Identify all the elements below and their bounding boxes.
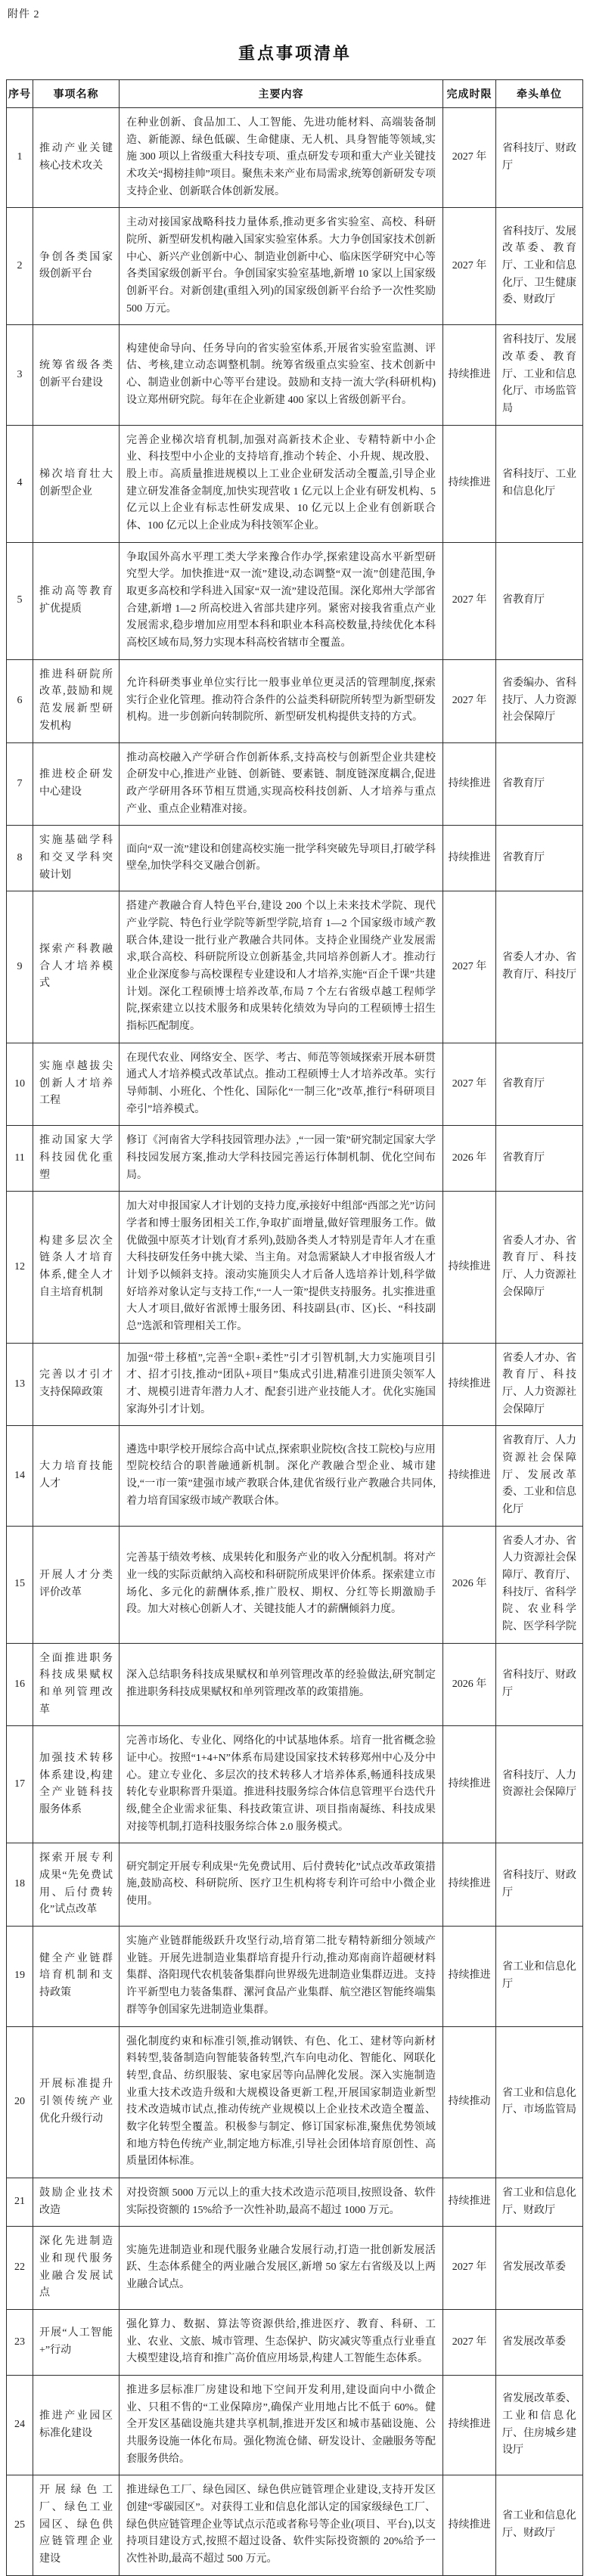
item-name-cell: 争创各类国家级创新平台 — [33, 208, 120, 325]
deadline-cell: 2026 年 — [443, 1643, 496, 1726]
item-name-cell: 推动国家大学科技园优化重塑 — [33, 1126, 120, 1192]
deadline-cell: 2027 年 — [443, 2227, 496, 2310]
item-name-cell: 全面推进职务科技成果赋权和单列管理改革 — [33, 1643, 120, 1726]
row-number-cell: 24 — [7, 2375, 33, 2475]
lead-unit-cell: 省科技厅、财政厅 — [496, 1843, 583, 1927]
deadline-cell: 2027 年 — [443, 108, 496, 208]
deadline-cell: 持续推进 — [443, 742, 496, 826]
item-name-cell: 推动高等教育扩优提质 — [33, 542, 120, 659]
lead-unit-cell: 省发展改革委、工业和信息化厅、住房城乡建设厅 — [496, 2375, 583, 2475]
table-row — [7, 2309, 583, 2375]
row-number-cell: 10 — [7, 1043, 33, 1126]
main-content-cell: 搭建产教融合育人特色平台,建设 200 个以上未来技术学院、现代产业学院、特色行业学院等新型学院,培育 1—2 个国家级市域产教联合体,建设一批行业产教融合共同体。支持企业围绕产业发展需求,联合高校、科研院所设立创新基金,共同培养创新人才。推动行业企业深度参与高校课程专业建设和人才培养,实施“百企千课”共建计划。深化工程硕博士培养改革,布局 7 个左右省级卓越工程师学院,探索建立以技术服务和成果转化绩效为导向的工程硕博士招生指标匹配制度。 — [120, 891, 443, 1043]
row-number-cell: 18 — [7, 1843, 33, 1927]
main-content-cell: 对投资额 5000 万元以上的重大技术改造示范项目,按照设备、软件实际投资额的 15%给予一次性补助,最高不超过 1000 万元。 — [120, 2178, 443, 2226]
table-row — [7, 826, 583, 891]
table-row — [7, 2375, 583, 2475]
main-content-cell: 研究制定开展专利成果“先免费试用、后付费转化”试点改革政策措施,鼓励高校、科研院所、医疗卫生机构将专利许可给中小微企业使用。 — [120, 1843, 443, 1927]
table-row — [7, 1343, 583, 1426]
deadline-cell: 持续推进 — [443, 1343, 496, 1426]
row-number-cell: 4 — [7, 425, 33, 542]
row-number-cell: 20 — [7, 2026, 33, 2178]
item-name-cell: 探索产科教融合人才培养模式 — [33, 891, 120, 1043]
table-row — [7, 1126, 583, 1192]
deadline-cell: 持续推动 — [443, 2026, 496, 2178]
row-number-cell: 13 — [7, 1343, 33, 1426]
page-title: 重点事项清单 — [238, 44, 352, 63]
lead-unit-cell: 省工业和信息化厅 — [496, 1927, 583, 2026]
row-number-cell: 16 — [7, 1643, 33, 1726]
row-number-cell: 23 — [7, 2309, 33, 2375]
main-content-cell: 主动对接国家战略科技力量体系,推动更多省实验室、高校、科研院所、新型研发机构融入国家实验室体系。大力争创国家技术创新中心、新兴产业创新中心、制造业创新中心、临床医学研究中心等各类国家级创新平台。争创国家实验室基地,新增 10 家以上国家级创新平台。对新创建(重组入列)的国家级创新平台给予一次性奖励 500 万元。 — [120, 208, 443, 325]
lead-unit-cell: 省教育厅 — [496, 742, 583, 826]
main-content-cell: 完善企业梯次培育机制,加强对高新技术企业、专精特新中小企业、科技型中小企业的支持培育,推动个转企、小升规、规改股、股上市。高质量推进规模以上工业企业研发活动全覆盖,引导企业建立研发准备金制度,加快实现营收 1 亿元以上企业有研发机构、5 亿元以上企业有标志性研发成果、10 亿元以上企业有创新联合体、100 亿元以上企业成为科技领军企业。 — [120, 425, 443, 542]
lead-unit-cell: 省委人才办、省人力资源社会保障厅、教育厅、科技厅、省科学院、农业科学院、医学科学院 — [496, 1526, 583, 1643]
table-row — [7, 2026, 583, 2178]
table-row — [7, 1192, 583, 1343]
item-name-cell: 开展“人工智能+”行动 — [33, 2309, 120, 2375]
main-content-cell: 在现代农业、网络安全、医学、考古、师范等领域探索开展本研贯通式人才培养模式改革试点。推动工程硕博士人才培养改革。实行导师制、小班化、个性化、国际化“一制三化”改革,推行“科研项目牵引”培养模式。 — [120, 1043, 443, 1126]
item-name-cell: 推进科研院所改革,鼓励和规范发展新型研发机构 — [33, 659, 120, 742]
deadline-cell: 持续推进 — [443, 325, 496, 425]
main-content-cell: 强化算力、数据、算法等资源供给,推进医疗、教育、科研、工业、农业、文旅、城市管理、生态保护、防灾减灾等重点行业垂直大模型建设,培育和推广高价值应用场景,构建人工智能生态体系。 — [120, 2309, 443, 2375]
column-header-unit: 牵头单位 — [496, 80, 583, 108]
main-content-cell: 推进多层标准厂房建设和地下空间开发利用,建设面向中小微企业、只租不售的“工业保障房”,确保产业用地占比不低于 60%。健全开发区基础设施共建共享机制,推进开发区和城市基础设施、公共服务设施一体化布局。强化物流仓储、研发设计、金融服务等配套服务供给。 — [120, 2375, 443, 2475]
table-row — [7, 325, 583, 425]
row-number-cell: 2 — [7, 208, 33, 325]
table-row — [7, 2178, 583, 2226]
table-row — [7, 425, 583, 542]
lead-unit-cell: 省科技厅、发展改革委、教育厅、工业和信息化厅、市场监管局 — [496, 325, 583, 425]
main-content-cell: 完善基于绩效考核、成果转化和服务产业的收入分配机制。将对产业一线的实际贡献纳入高校和科研院所成果评价体系。探索建立市场化、多元化的薪酬体系,推广股权、期权、分红等长期激励手段。加大对核心创新人才、关键技能人才的薪酬倾斜力度。 — [120, 1526, 443, 1643]
lead-unit-cell: 省工业和信息化厅、财政厅 — [496, 2475, 583, 2575]
column-header-deadline: 完成时限 — [443, 80, 496, 108]
item-name-cell: 开展绿色工厂、绿色工业园区、绿色供应链管理企业建设 — [33, 2475, 120, 2575]
item-name-cell: 推进校企研发中心建设 — [33, 742, 120, 826]
main-content-cell: 加强“带土移植”,完善“全职+柔性”引才引智机制,大力实施项目引才、招才引技,推动“团队+项目”集成式引进,精准引进顶尖领军人才、规模引进青年潜力人才、配套引进产业技能人才。优化实施国家海外引才计划。 — [120, 1343, 443, 1426]
deadline-cell: 2027 年 — [443, 1043, 496, 1126]
lead-unit-cell: 省科技厅、发展改革委、教育厅、工业和信息化厅、卫生健康委、财政厅 — [496, 208, 583, 325]
deadline-cell: 2026 年 — [443, 1126, 496, 1192]
main-content-cell: 强化制度约束和标准引领,推动钢铁、有色、化工、建材等向新材料转型,装备制造向智能装备转型,汽车向电动化、智能化、网联化转型,食品、纺织服装、家电家居等向品牌化发展。深入实施制造业重大技术改造升级和大规模设备更新工程,开展国家制造业新型技术改造城市试点,推动传统产业规模以上企业技术改造全覆盖、数字化转型全覆盖。积极参与制定、修订国家标准,聚焦优势领域和地方特色传统产业,制定地方标准,引导社会团体培育原创性、高质量团体标准。 — [120, 2026, 443, 2178]
main-content-cell: 争取国外高水平理工类大学来豫合作办学,探索建设高水平新型研究型大学。加快推进“双一流”建设,动态调整“双一流”创建范围,争取更多高校和学科进入国家“双一流”建设范围。深化郑州大学部省合建,新增 1—2 所高校进入省部共建序列。紧密对接我省重点产业发展需求,稳步增加应用型本科和职业本科高校数量,持续优化本科高校区域布局,努力实现本科高校省辖市全覆盖。 — [120, 542, 443, 659]
table-row — [7, 742, 583, 826]
table-row — [7, 542, 583, 659]
lead-unit-cell: 省科技厅、工业和信息化厅 — [496, 425, 583, 542]
row-number-cell: 3 — [7, 325, 33, 425]
row-number-cell: 25 — [7, 2475, 33, 2575]
column-header-name: 事项名称 — [33, 80, 120, 108]
deadline-cell: 持续推进 — [443, 2475, 496, 2575]
row-number-cell: 12 — [7, 1192, 33, 1343]
row-number-cell: 7 — [7, 742, 33, 826]
item-name-cell: 统筹省级各类创新平台建设 — [33, 325, 120, 425]
item-name-cell: 推动产业关键核心技术攻关 — [33, 108, 120, 208]
main-content-cell: 实施产业链群能级跃升攻坚行动,培育第二批专精特新细分领域产业链。开展先进制造业集群培育提升行动,推动郑南商许超硬材料集群、洛阳现代农机装备集群向世界级先进制造业集群迈进。支持许平新型电力装备集群、漯河食品产业集群、航空港区智能终端集群等争创国家先进制造业集群。 — [120, 1927, 443, 2026]
lead-unit-cell: 省教育厅、人力资源社会保障厅、发展改革委、工业和信息化厅 — [496, 1426, 583, 1526]
main-content-cell: 构建使命导向、任务导向的省实验室体系,开展省实验室监测、评估、考核,建立动态调整机制。统筹省级重点实验室、技术创新中心、制造业创新中心等平台建设。鼓励和支持一流大学(科研机构)设立郑州研究院。每年在企业新建 400 家以上省级创新平台。 — [120, 325, 443, 425]
column-header-no: 序号 — [7, 80, 33, 108]
deadline-cell: 持续推进 — [443, 425, 496, 542]
row-number-cell: 19 — [7, 1927, 33, 2026]
lead-unit-cell: 省科技厅、人力资源社会保障厅 — [496, 1726, 583, 1843]
item-name-cell: 实施基础学科和交叉学科突破计划 — [33, 826, 120, 891]
lead-unit-cell: 省工业和信息化厅、财政厅 — [496, 2178, 583, 2226]
item-name-cell: 健全产业链群培育机制和支持政策 — [33, 1927, 120, 2026]
table-body — [7, 108, 583, 2576]
deadline-cell: 持续推进 — [443, 1426, 496, 1526]
table-row — [7, 108, 583, 208]
main-content-cell: 面向“双一流”建设和创建高校实施一批学科突破先导项目,打破学科壁垒,加快学科交叉融合创新。 — [120, 826, 443, 891]
main-content-cell: 加大对申报国家人才计划的支持力度,承接好中组部“西部之光”访问学者和博士服务团相关工作,争取扩面增量,做好管理服务工作。做优做强中原英才计划(育才系列),鼓励各类人才特别是青年人才在重大科技研发任务中挑大梁、当主角。对急需紧缺人才申报省级人才计划予以倾斜支持。滚动实施顶尖人才后备人选培养计划,科学做好培养对象认定与支持工作,“一人一策”提供支持服务。扎实推进重大人才项目,做好省派博士服务团、科技副县(市、区)长、“科技副总”选派和管理相关工作。 — [120, 1192, 443, 1343]
deadline-cell: 2027 年 — [443, 659, 496, 742]
main-content-cell: 完善市场化、专业化、网络化的中试基地体系。培育一批省概念验证中心。按照“1+4+N”体系布局建设国家技术转移郑州中心及分中心。建立专业化、多层次的技术转移人才培养体系,畅通科技成果转化专业职称晋升渠道。推进科技服务综合体信息管理平台迭代升级,健全企业需求征集、科技政策宣讲、项目指南凝练、科技成果对接等机制,打造科技服务综合体 2.0 服务模式。 — [120, 1726, 443, 1843]
item-name-cell: 开展人才分类评价改革 — [33, 1526, 120, 1643]
main-content-cell: 深入总结职务科技成果赋权和单列管理改革的经验做法,研究制定推进职务科技成果赋权和单列管理改革的政策措施。 — [120, 1643, 443, 1726]
row-number-cell: 6 — [7, 659, 33, 742]
deadline-cell: 2027 年 — [443, 891, 496, 1043]
item-name-cell: 开展标准提升引领传统产业优化升级行动 — [33, 2026, 120, 2178]
item-name-cell: 大力培育技能人才 — [33, 1426, 120, 1526]
item-name-cell: 完善以才引才支持保障政策 — [33, 1343, 120, 1426]
deadline-cell: 持续推进 — [443, 2375, 496, 2475]
table-row — [7, 891, 583, 1043]
column-header-content: 主要内容 — [120, 80, 443, 108]
table-row — [7, 659, 583, 742]
item-name-cell: 推进产业园区标准化建设 — [33, 2375, 120, 2475]
table-row — [7, 208, 583, 325]
row-number-cell: 8 — [7, 826, 33, 891]
item-name-cell: 加强技术转移体系建设,构建全产业链科技服务体系 — [33, 1726, 120, 1843]
item-name-cell: 探索开展专利成果“先免费试用、后付费转化”试点改革 — [33, 1843, 120, 1927]
table-row — [7, 1726, 583, 1843]
table-row — [7, 1643, 583, 1726]
row-number-cell: 11 — [7, 1126, 33, 1192]
table-row — [7, 2227, 583, 2310]
deadline-cell: 持续推进 — [443, 2178, 496, 2226]
item-name-cell: 梯次培育壮大创新型企业 — [33, 425, 120, 542]
lead-unit-cell: 省教育厅 — [496, 826, 583, 891]
lead-unit-cell: 省委编办、省科技厅、人力资源社会保障厅 — [496, 659, 583, 742]
main-content-cell: 允许科研类事业单位实行比一般事业单位更灵活的管理制度,探索实行企业化管理。推动符合条件的公益类科研院所转型为新型研发机构。进一步创新向转制院所、新型研发机构提供支持的方式。 — [120, 659, 443, 742]
table-row — [7, 1426, 583, 1526]
attachment-label: 附件 2 — [8, 9, 40, 20]
item-name-cell: 实施卓越拔尖创新人才培养工程 — [33, 1043, 120, 1126]
lead-unit-cell: 省教育厅 — [496, 1043, 583, 1126]
main-content-cell: 推进绿色工厂、绿色园区、绿色供应链管理企业建设,支持开发区创建“零碳园区”。对获得工业和信息化部认定的国家级绿色工厂、绿色供应链管理企业等试点示范或者称号等企业(项目、平台),以支持项目建设方式,按照不超过设备、软件实际投资额的 20%给予一次性补助,最高不超过 500 万元。 — [120, 2475, 443, 2575]
table-row — [7, 1843, 583, 1927]
deadline-cell: 2026 年 — [443, 1526, 496, 1643]
row-number-cell: 1 — [7, 108, 33, 208]
deadline-cell: 2027 年 — [443, 542, 496, 659]
lead-unit-cell: 省发展改革委 — [496, 2309, 583, 2375]
deadline-cell: 持续推进 — [443, 826, 496, 891]
lead-unit-cell: 省委人才办、省教育厅、科技厅、人力资源社会保障厅 — [496, 1192, 583, 1343]
lead-unit-cell: 省委人才办、省教育厅、科技厅 — [496, 891, 583, 1043]
row-number-cell: 22 — [7, 2227, 33, 2310]
main-content-cell: 修订《河南省大学科技园管理办法》,“一园一策”研究制定国家大学科技园发展方案,推动大学科技园完善运行体制机制、优化空间布局。 — [120, 1126, 443, 1192]
table-row — [7, 1043, 583, 1126]
row-number-cell: 14 — [7, 1426, 33, 1526]
deadline-cell: 2027 年 — [443, 208, 496, 325]
lead-unit-cell: 省科技厅、财政厅 — [496, 1643, 583, 1726]
lead-unit-cell: 省委人才办、省教育厅、科技厅、人力资源社会保障厅 — [496, 1343, 583, 1426]
row-number-cell: 17 — [7, 1726, 33, 1843]
lead-unit-cell: 省教育厅 — [496, 1126, 583, 1192]
row-number-cell: 5 — [7, 542, 33, 659]
key-items-table — [6, 79, 583, 2576]
lead-unit-cell: 省科技厅、财政厅 — [496, 108, 583, 208]
table-row — [7, 1927, 583, 2026]
deadline-cell: 持续推进 — [443, 1192, 496, 1343]
lead-unit-cell: 省工业和信息化厅、市场监管局 — [496, 2026, 583, 2178]
main-content-cell: 实施先进制造业和现代服务业融合发展行动,打造一批创新发展活跃、生态体系健全的两业融合发展区,新增 50 家左右省级及以上两业融合试点。 — [120, 2227, 443, 2310]
main-content-cell: 遴选中职学校开展综合高中试点,探索职业院校(含技工院校)与应用型院校结合的职普融通新机制。深化产教融合型企业、城市建设,“一市一策”建强市域产教联合体,建优省级行业产教融合共同体,着力培育国家级市域产教联合体。 — [120, 1426, 443, 1526]
table-header — [7, 80, 583, 108]
item-name-cell: 鼓励企业技术改造 — [33, 2178, 120, 2226]
row-number-cell: 15 — [7, 1526, 33, 1643]
header-row — [7, 80, 583, 108]
row-number-cell: 21 — [7, 2178, 33, 2226]
deadline-cell: 2027 年 — [443, 2309, 496, 2375]
lead-unit-cell: 省教育厅 — [496, 542, 583, 659]
deadline-cell: 持续推进 — [443, 1927, 496, 2026]
table-row — [7, 2475, 583, 2575]
table-row — [7, 1526, 583, 1643]
deadline-cell: 持续推进 — [443, 1726, 496, 1843]
lead-unit-cell: 省发展改革委 — [496, 2227, 583, 2310]
main-content-cell: 推动高校融入产学研合作创新体系,支持高校与创新型企业共建校企研发中心,推进产业链、创新链、要素链、制度链深度耦合,促进政产学研用各环节相互贯通,实现高校科技创新、人才培养与重点产业、重点企业精准对接。 — [120, 742, 443, 826]
item-name-cell: 构建多层次全链条人才培育体系,健全人才自主培育机制 — [33, 1192, 120, 1343]
deadline-cell: 持续推进 — [443, 1843, 496, 1927]
row-number-cell: 9 — [7, 891, 33, 1043]
item-name-cell: 深化先进制造业和现代服务业融合发展试点 — [33, 2227, 120, 2310]
main-content-cell: 在种业创新、食品加工、人工智能、先进功能材料、高端装备制造、新能源、绿色低碳、生命健康、无人机、具身智能等领域,实施 300 项以上省级重大科技专项、重点研发专项和重大产业关键技术攻关“揭榜挂帅”项目。聚焦未来产业布局需求,统筹创新研发专项支持企业、创新联合体创新发展。 — [120, 108, 443, 208]
